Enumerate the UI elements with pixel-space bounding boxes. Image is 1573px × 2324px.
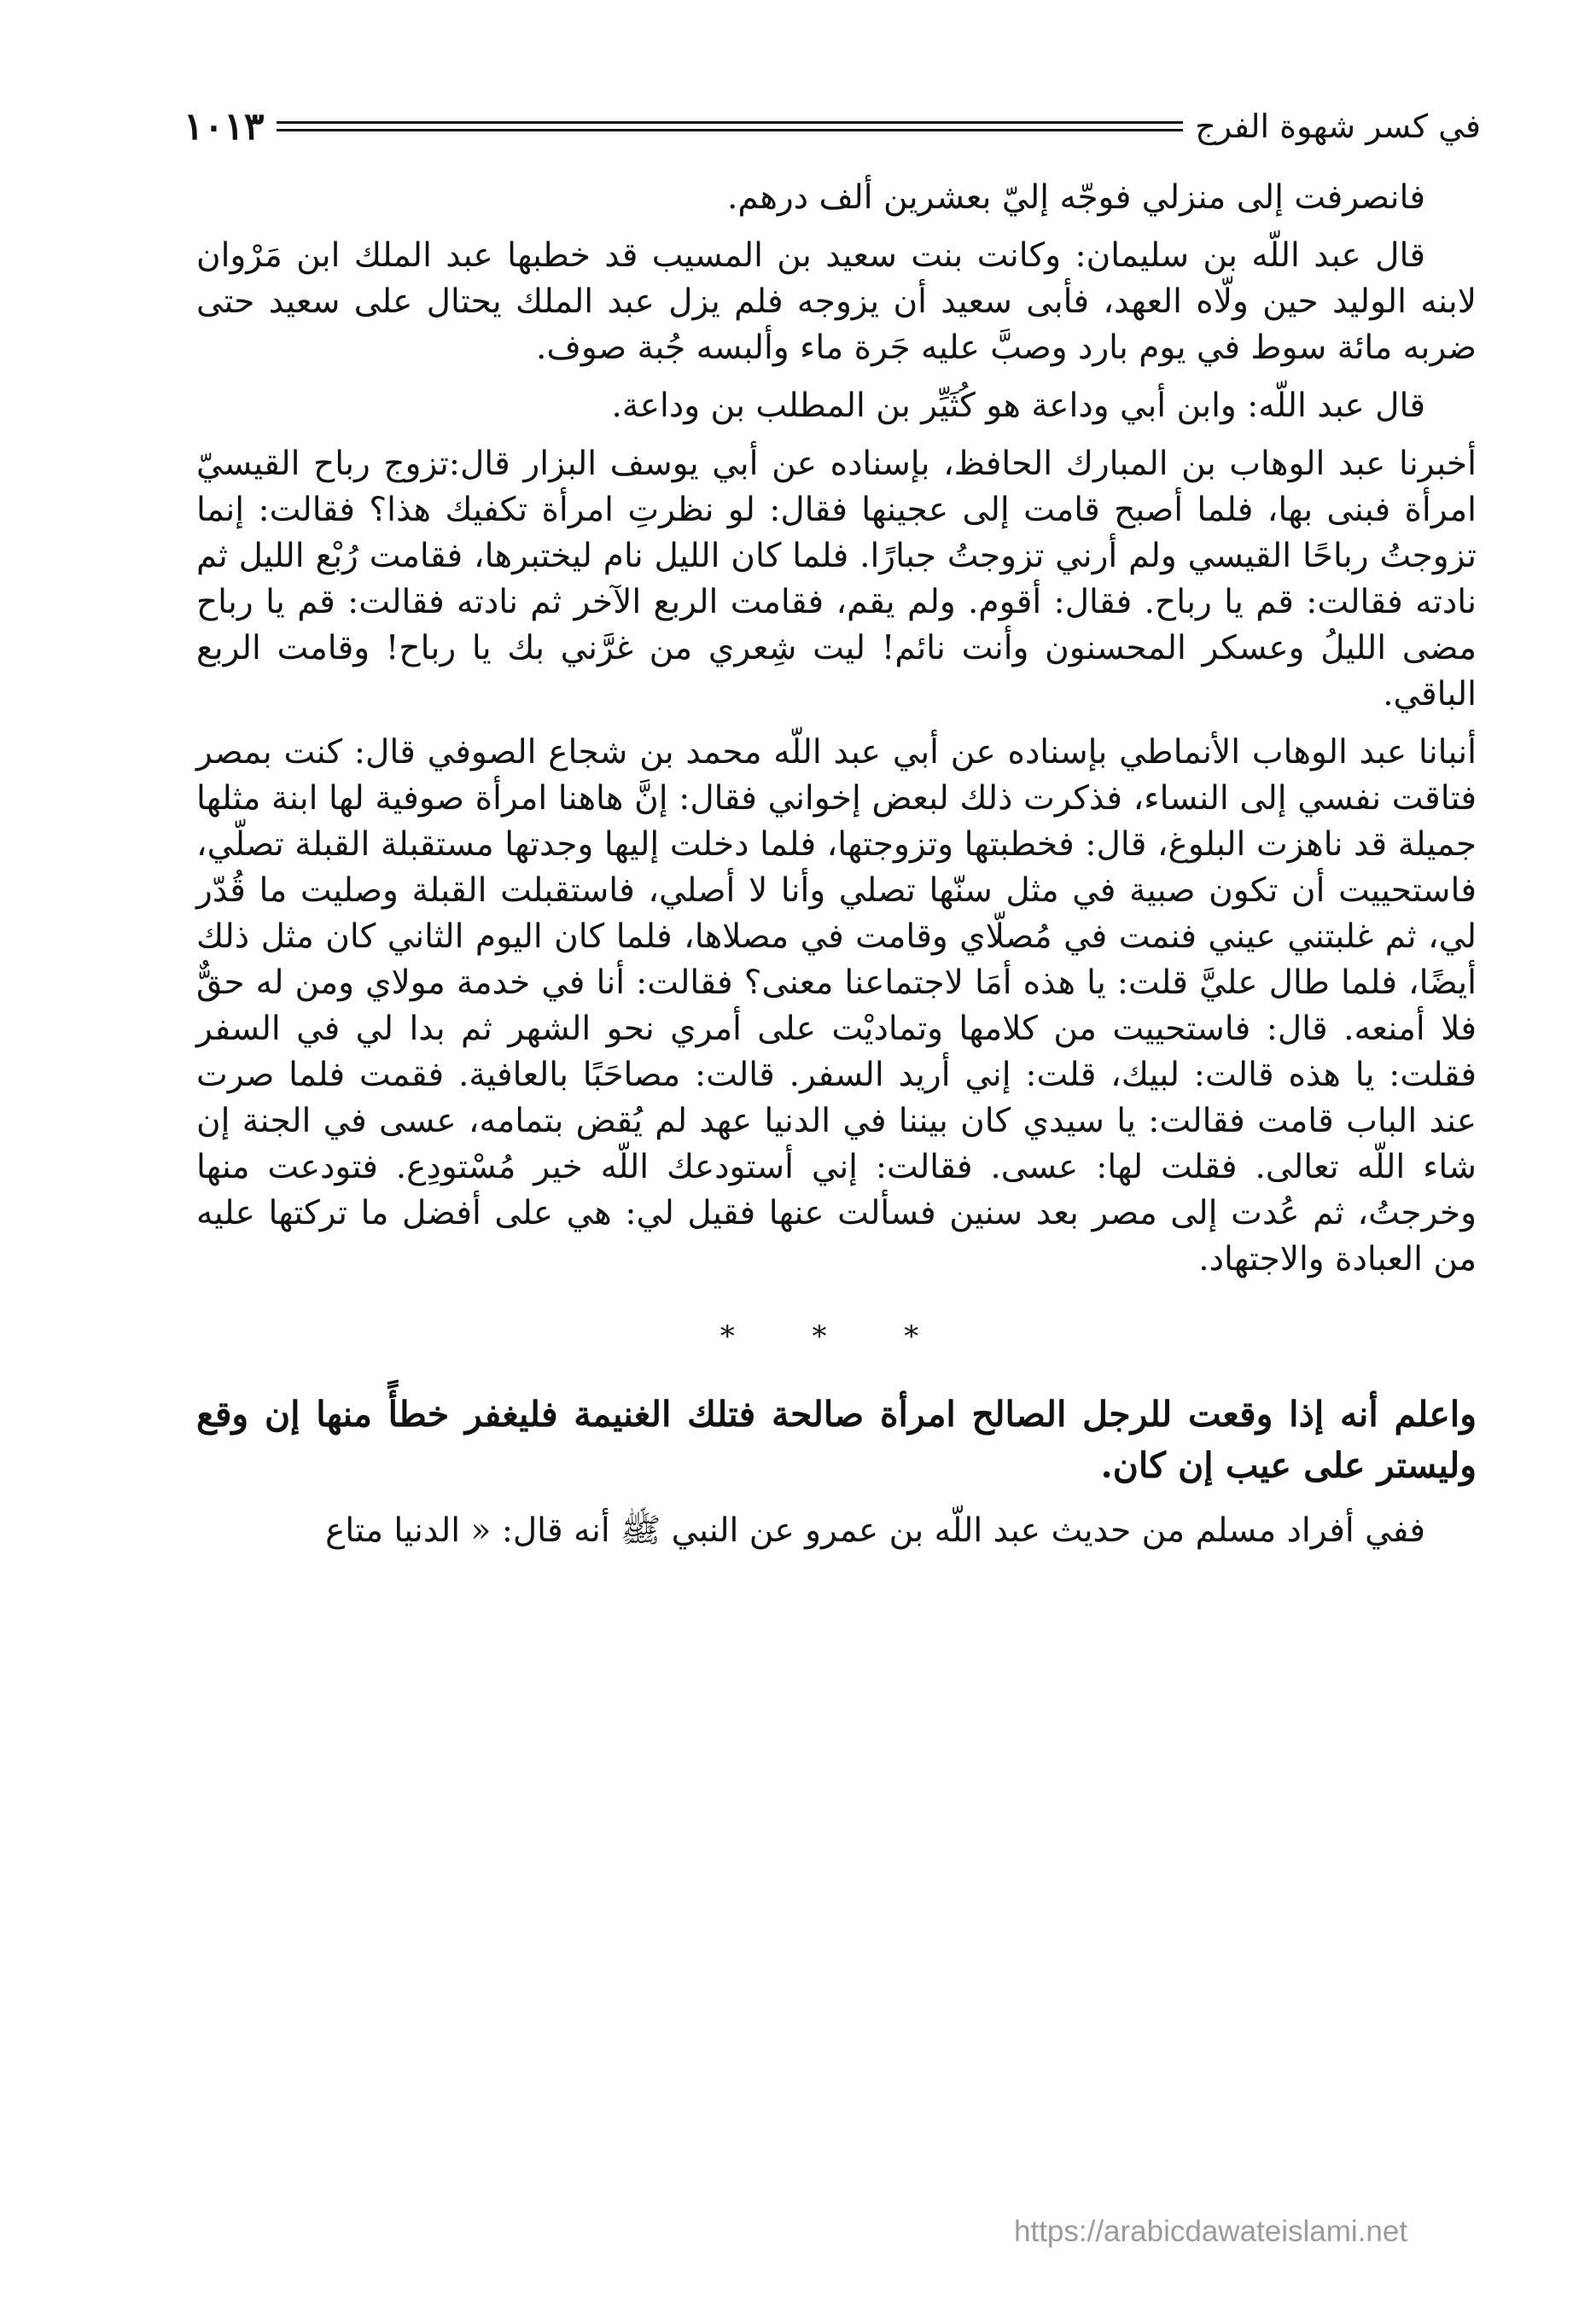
paragraph: فانصرفت إلى منزلي فوجّه إليّ بعشرين ألف درهم.: [727, 178, 1425, 217]
bold-paragraph: واعلم أنه إذا وقعت للرجل الصالح امرأة صالحة فتلك الغنيمة فليغفر خطأً منها إن وقع وليستر على عيب إن كان.: [196, 1394, 1477, 1486]
paragraph: قال عبد اللّه بن سليمان: وكانت بنت سعيد بن المسيب قد خطبها عبد الملك ابن مَرْوان لابنه الوليد حين ولّاه العهد، فأبى سعيد أن يزوجه فلم يزل عبد الملك يحتال على سعيد حتى ضربه مائة سوط في يوم بارد وصبَّ عليه جَرة ماء وألبسه جُبة صوف.: [196, 236, 1477, 367]
running-title: في كسر شهوة الفرج: [1195, 108, 1481, 145]
header-rule: [277, 121, 1184, 131]
page-number: ١٠١٣: [184, 104, 265, 149]
paragraph: أخبرنا عبد الوهاب بن المبارك الحافظ، بإسناده عن أبي يوسف البزار قال:تزوج رباح القيسيّ امرأة فبنى بها، فلما أصبح قامت إلى عجينها فقال: لو نظرتِ امرأة تكفيك هذا؟ فقالت: إنما تزوجتُ رباحًا القيسي ولم أرني تزوجتُ جبارًا. فلما كان الليل نام ليختبرها، فقامت رُبْع الليل ثم نادته فقالت: قم يا رباح. فقال: أقوم. ولم يقم، فقامت الربع الآخر ثم نادته فقالت: قم يا رباح مضى الليلُ وعسكر المحسنون وأنت نائم! ليت شِعري من غرَّني بك يا رباح! وقامت الربع الباقي.: [196, 445, 1477, 714]
body-text: [196, 175, 1477, 1566]
page-header: [184, 101, 1481, 152]
paragraph: قال عبد اللّه: وابن أبي وداعة هو كُثَيِّر بن المطلب بن وداعة.: [611, 387, 1425, 425]
watermark-url: https://arabicdawateislami.net: [1014, 2215, 1408, 2248]
section-separator: * * *: [720, 1319, 953, 1354]
paragraph: ففي أفراد مسلم من حديث عبد اللّه بن عمرو عن النبي ﷺ أنه قال: « الدنيا متاع: [325, 1511, 1425, 1550]
paragraph: أنبانا عبد الوهاب الأنماطي بإسناده عن أبي عبد اللّه محمد بن شجاع الصوفي قال: كنت بمصر فتاقت نفسي إلى النساء، فذكرت ذلك لبعض إخواني فقال: إنَّ هاهنا امرأة صوفية لها ابنة مثلها جميلة قد ناهزت البلوغ، قال: فخطبتها وتزوجتها، فلما دخلت إليها وجدتها مستقبلة القبلة تصلّي، فاستحييت أن تكون صبية في مثل سنّها تصلي وأنا لا أصلي، فاستقبلت القبلة وصليت ما قُدّر لي، ثم غلبتني عيني فنمت في مُصلّاي وقامت في مصلاها، فلما كان اليوم الثاني كان مثل ذلك أيضًا، فلما طال عليَّ قلت: يا هذه أمَا لاجتماعنا معنى؟ فقالت: أنا في خدمة مولاي ومن له حقٌّ فلا أمنعه. قال: فاستحييت من كلامها وتماديْت على أمري نحو الشهر ثم بدا لي في السفر فقلت: يا هذه قالت: لبيك، قلت: إني أريد السفر. قالت: مصاحَبًا بالعافية. فقمت فلما صرت عند الباب قامت فقالت: يا سيدي كان بيننا في الدنيا عهد لم يُقض بتمامه، عسى في الجنة إن شاء اللّه تعالى. فقلت لها: عسى. فقالت: إني أستودعك اللّه خير مُسْتودِع. فتودعت منها وخرجتُ، ثم عُدت إلى مصر بعد سنين فسألت عنها فقيل لي: هي على أفضل ما تركتها عليه من العبادة والاجتهاد.: [196, 733, 1477, 1278]
